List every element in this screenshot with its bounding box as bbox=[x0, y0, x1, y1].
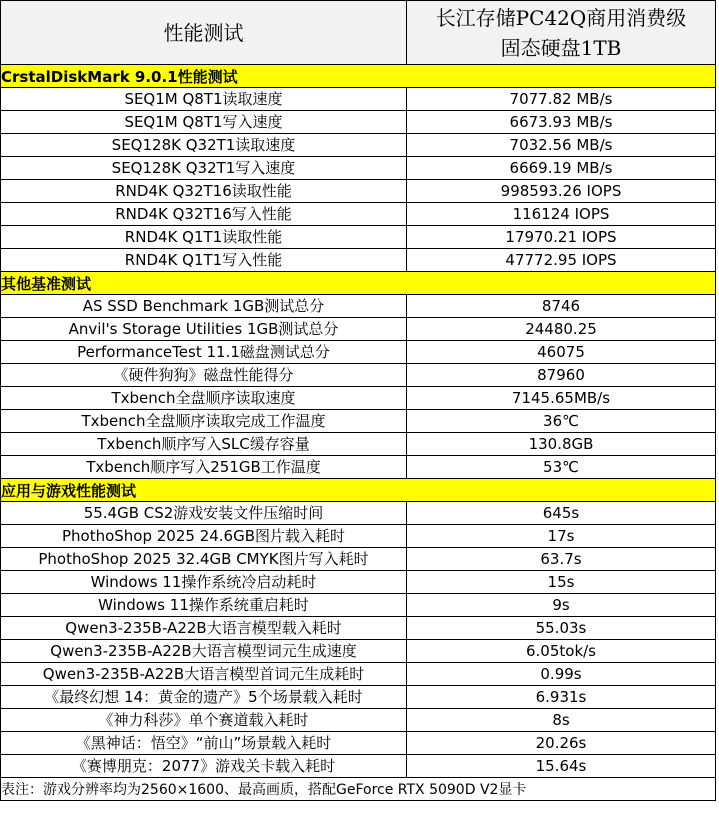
test-label: RND4K Q32T16写入性能 bbox=[1, 203, 407, 226]
test-label: AS SSD Benchmark 1GB测试总分 bbox=[1, 295, 407, 318]
test-label: PerformanceTest 11.1磁盘测试总分 bbox=[1, 341, 407, 364]
test-label: Txbench全盘顺序读取完成工作温度 bbox=[1, 410, 407, 433]
test-value: 6673.93 MB/s bbox=[407, 111, 716, 134]
test-value: 6.931s bbox=[407, 686, 716, 709]
table-row bbox=[1, 525, 716, 548]
test-label: Windows 11操作系统重启耗时 bbox=[1, 594, 407, 617]
table-row bbox=[1, 456, 716, 479]
test-label: 55.4GB CS2游戏安装文件压缩时间 bbox=[1, 502, 407, 525]
test-label: Qwen3-235B-A22B大语言模型载入耗时 bbox=[1, 617, 407, 640]
test-label: RND4K Q32T16读取性能 bbox=[1, 180, 407, 203]
table-row bbox=[1, 709, 716, 732]
table-row bbox=[1, 341, 716, 364]
test-label: 《赛博朋克：2077》游戏关卡载入耗时 bbox=[1, 755, 407, 778]
header-product-line2: 固态硬盘1TB bbox=[500, 35, 622, 60]
section-title: 应用与游戏性能测试 bbox=[1, 479, 716, 502]
table-row bbox=[1, 111, 716, 134]
table-row bbox=[1, 571, 716, 594]
table-row bbox=[1, 249, 716, 272]
table-row bbox=[1, 226, 716, 249]
test-label: Txbench顺序写入SLC缓存容量 bbox=[1, 433, 407, 456]
header-test-name: 性能测试 bbox=[1, 1, 407, 65]
test-label: PhothoShop 2025 32.4GB CMYK图片写入耗时 bbox=[1, 548, 407, 571]
test-label: Txbench全盘顺序读取速度 bbox=[1, 387, 407, 410]
header-product bbox=[407, 1, 716, 65]
test-value: 46075 bbox=[407, 341, 716, 364]
test-label: RND4K Q1T1写入性能 bbox=[1, 249, 407, 272]
test-value: 7077.82 MB/s bbox=[407, 88, 716, 111]
test-value: 0.99s bbox=[407, 663, 716, 686]
test-value: 998593.26 IOPS bbox=[407, 180, 716, 203]
test-value: 8s bbox=[407, 709, 716, 732]
test-value: 55.03s bbox=[407, 617, 716, 640]
table-footnote: 表注：游戏分辨率均为2560×1600、最高画质，搭配GeForce RTX 5090D V2显卡 bbox=[1, 778, 716, 801]
test-label: SEQ1M Q8T1写入速度 bbox=[1, 111, 407, 134]
table-row bbox=[1, 433, 716, 456]
section-header-row bbox=[1, 272, 716, 295]
table-row bbox=[1, 686, 716, 709]
test-label: Windows 11操作系统冷启动耗时 bbox=[1, 571, 407, 594]
test-value: 645s bbox=[407, 502, 716, 525]
test-value: 63.7s bbox=[407, 548, 716, 571]
test-value: 116124 IOPS bbox=[407, 203, 716, 226]
section-title: 其他基准测试 bbox=[1, 272, 716, 295]
test-value: 7032.56 MB/s bbox=[407, 134, 716, 157]
table-row bbox=[1, 318, 716, 341]
test-label: SEQ128K Q32T1读取速度 bbox=[1, 134, 407, 157]
table-row bbox=[1, 594, 716, 617]
footnote-row bbox=[1, 778, 716, 801]
table-row bbox=[1, 203, 716, 226]
test-value: 87960 bbox=[407, 364, 716, 387]
test-label: Qwen3-235B-A22B大语言模型首词元生成耗时 bbox=[1, 663, 407, 686]
table-row bbox=[1, 134, 716, 157]
table-row bbox=[1, 617, 716, 640]
test-value: 47772.95 IOPS bbox=[407, 249, 716, 272]
test-label: 《黑神话：悟空》“前山”场景载入耗时 bbox=[1, 732, 407, 755]
table-row bbox=[1, 157, 716, 180]
table-row bbox=[1, 295, 716, 318]
test-label: PhothoShop 2025 24.6GB图片载入耗时 bbox=[1, 525, 407, 548]
test-label: 《硬件狗狗》磁盘性能得分 bbox=[1, 364, 407, 387]
test-value: 36℃ bbox=[407, 410, 716, 433]
test-label: 《神力科莎》单个赛道载入耗时 bbox=[1, 709, 407, 732]
test-value: 17970.21 IOPS bbox=[407, 226, 716, 249]
table-row bbox=[1, 755, 716, 778]
table-row bbox=[1, 502, 716, 525]
test-label: SEQ128K Q32T1写入速度 bbox=[1, 157, 407, 180]
table-row bbox=[1, 387, 716, 410]
test-value: 15s bbox=[407, 571, 716, 594]
test-value: 53℃ bbox=[407, 456, 716, 479]
header-product-line1: 长江存储PC42Q商用消费级 bbox=[435, 5, 687, 30]
table-row bbox=[1, 640, 716, 663]
table-row bbox=[1, 88, 716, 111]
header-row bbox=[1, 1, 716, 65]
table-row bbox=[1, 548, 716, 571]
test-value: 130.8GB bbox=[407, 433, 716, 456]
table-row bbox=[1, 180, 716, 203]
table-row bbox=[1, 410, 716, 433]
test-value: 15.64s bbox=[407, 755, 716, 778]
section-header-row bbox=[1, 479, 716, 502]
table-row bbox=[1, 663, 716, 686]
test-label: Txbench顺序写入251GB工作温度 bbox=[1, 456, 407, 479]
test-label: RND4K Q1T1读取性能 bbox=[1, 226, 407, 249]
table-row bbox=[1, 364, 716, 387]
test-label: Qwen3-235B-A22B大语言模型词元生成速度 bbox=[1, 640, 407, 663]
test-value: 6669.19 MB/s bbox=[407, 157, 716, 180]
section-header-row bbox=[1, 65, 716, 88]
test-value: 6.05tok/s bbox=[407, 640, 716, 663]
test-value: 24480.25 bbox=[407, 318, 716, 341]
test-label: 《最终幻想 14：黄金的遗产》5个场景载入耗时 bbox=[1, 686, 407, 709]
test-value: 17s bbox=[407, 525, 716, 548]
test-label: SEQ1M Q8T1读取速度 bbox=[1, 88, 407, 111]
test-value: 9s bbox=[407, 594, 716, 617]
test-label: Anvil's Storage Utilities 1GB测试总分 bbox=[1, 318, 407, 341]
section-title: CrstalDiskMark 9.0.1性能测试 bbox=[1, 65, 716, 88]
test-value: 20.26s bbox=[407, 732, 716, 755]
test-value: 7145.65MB/s bbox=[407, 387, 716, 410]
table-row bbox=[1, 732, 716, 755]
test-value: 8746 bbox=[407, 295, 716, 318]
